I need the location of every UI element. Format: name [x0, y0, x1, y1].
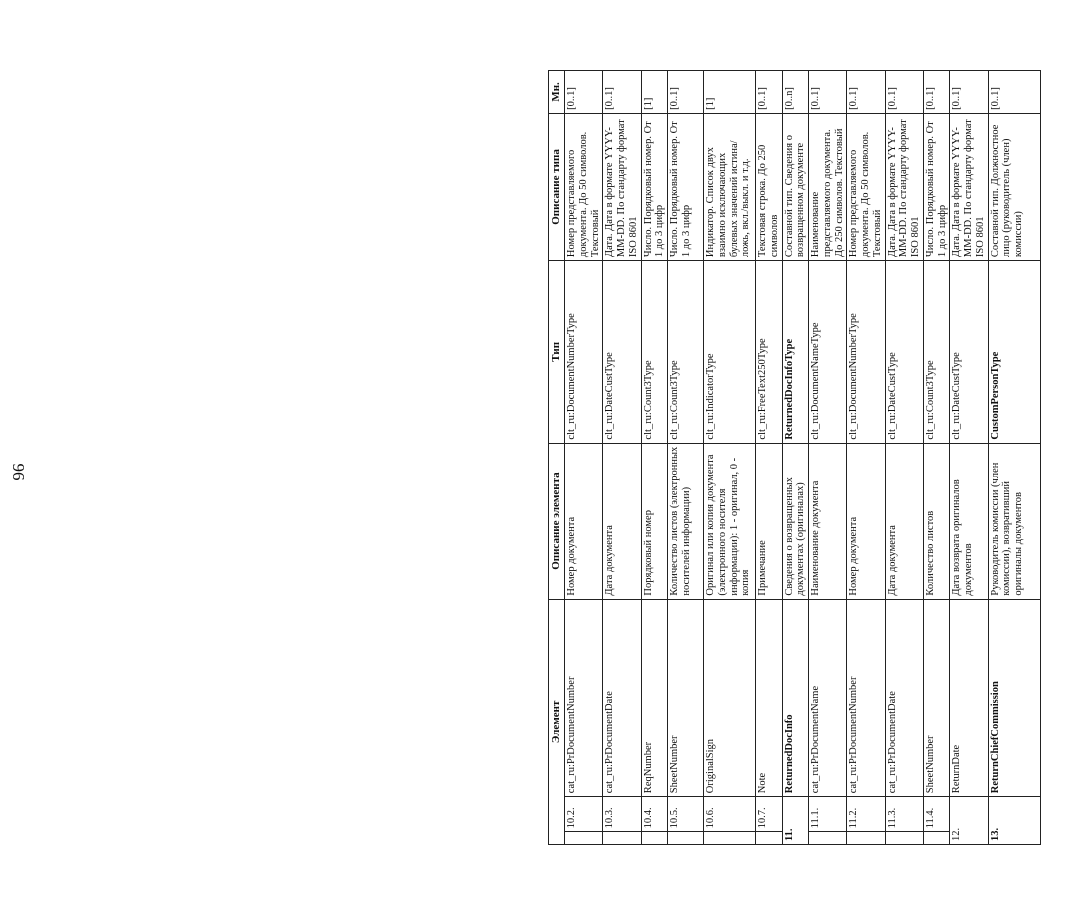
row-number: 10.6. [704, 797, 756, 832]
element-type: clt_ru:DateCustType [950, 261, 988, 443]
table-row [923, 71, 950, 845]
element-type: CustomPersonType [988, 261, 1040, 443]
type-description: Дата. Дата в формате YYYY-MM-DD. По стандарту формат ISO 8601 [950, 113, 988, 260]
row-number: 10.5. [668, 797, 704, 832]
indent-spacer [923, 832, 950, 845]
header-type-description: Описание типа [549, 113, 565, 260]
element-type: clt_ru:DateCustType [885, 261, 923, 443]
type-description: Составной тип. Сведения о возвращенном документе [782, 113, 809, 260]
element-name: ReqNumber [641, 599, 668, 797]
table-row [756, 71, 783, 845]
table-body [565, 71, 1041, 845]
element-description: Дата возврата оригиналов документов [950, 443, 988, 599]
element-name: SheetNumber [668, 599, 704, 797]
element-name: ReturnDate [950, 599, 988, 797]
element-description: Сведения о возвращенных документах (оригиналах) [782, 443, 809, 599]
table-row [782, 71, 809, 845]
element-description: Примечание [756, 443, 783, 599]
header-type: Тип [549, 261, 565, 443]
element-type: clt_ru:IndicatorType [704, 261, 756, 443]
element-name: cat_ru:PrDocumentDate [885, 599, 923, 797]
indent-spacer [668, 832, 704, 845]
row-number: 11. [782, 797, 809, 845]
header-multiplicity: Мн. [549, 71, 565, 114]
indent-spacer [603, 832, 641, 845]
element-name: cat_ru:PrDocumentNumber [565, 599, 603, 797]
table-row [885, 71, 923, 845]
rotated-table-container [548, 70, 1088, 845]
multiplicity: [0..1] [668, 71, 704, 114]
element-spec-table [548, 70, 1041, 845]
element-type: clt_ru:FreeText250Type [756, 261, 783, 443]
element-description: Руководитель комиссии (член комиссии), возвративший оригиналы документов [988, 443, 1040, 599]
element-type: clt_ru:Count3Type [668, 261, 704, 443]
type-description: Текстовая строка. До 250 символов [756, 113, 783, 260]
element-description: Количество листов (электронных носителей информации) [668, 443, 704, 599]
type-description: Число. Порядковый номер. От 1 до 3 цифр [923, 113, 950, 260]
row-number: 10.3. [603, 797, 641, 832]
row-number: 10.7. [756, 797, 783, 832]
element-name: Note [756, 599, 783, 797]
table-row [641, 71, 668, 845]
element-description: Дата документа [885, 443, 923, 599]
element-description: Номер документа [565, 443, 603, 599]
row-number: 10.2. [565, 797, 603, 832]
row-number: 13. [988, 797, 1040, 845]
multiplicity: [0..1] [809, 71, 847, 114]
indent-spacer [885, 832, 923, 845]
element-name: cat_ru:PrDocumentName [809, 599, 847, 797]
table-row [950, 71, 988, 845]
indent-spacer [847, 832, 885, 845]
element-description: Номер документа [847, 443, 885, 599]
indent-spacer [565, 832, 603, 845]
multiplicity: [0..1] [950, 71, 988, 114]
indent-spacer [809, 832, 847, 845]
element-description: Дата документа [603, 443, 641, 599]
row-number: 10.4. [641, 797, 668, 832]
multiplicity: [1] [641, 71, 668, 114]
element-name: ReturnChiefCommission [988, 599, 1040, 797]
element-name: SheetNumber [923, 599, 950, 797]
header-element: Элемент [549, 599, 565, 844]
multiplicity: [0..1] [988, 71, 1040, 114]
multiplicity: [0..1] [565, 71, 603, 114]
type-description: Дата. Дата в формате YYYY-MM-DD. По стандарту формат ISO 8601 [885, 113, 923, 260]
indent-spacer [704, 832, 756, 845]
element-description: Наименование документа [809, 443, 847, 599]
multiplicity: [0..n] [782, 71, 809, 114]
multiplicity: [0..1] [756, 71, 783, 114]
table-row [668, 71, 704, 845]
element-description: Порядковый номер [641, 443, 668, 599]
multiplicity: [0..1] [885, 71, 923, 114]
indent-spacer [641, 832, 668, 845]
multiplicity: [0..1] [923, 71, 950, 114]
multiplicity: [1] [704, 71, 756, 114]
element-type: clt_ru:DocumentNameType [809, 261, 847, 443]
table-row [704, 71, 756, 845]
page-number: 96 [9, 463, 28, 481]
type-description: Число. Порядковый номер. От 1 до 3 цифр [641, 113, 668, 260]
element-type: clt_ru:DocumentNumberType [565, 261, 603, 443]
element-name: ReturnedDocInfo [782, 599, 809, 797]
element-type: clt_ru:DateCustType [603, 261, 641, 443]
table-row [988, 71, 1040, 845]
table-row [847, 71, 885, 845]
element-description: Оригинал или копия документа (электронного носителя информации): 1 - оригинал, 0 - копия [704, 443, 756, 599]
multiplicity: [0..1] [847, 71, 885, 114]
type-description: Дата. Дата в формате YYYY-MM-DD. По стандарту формат ISO 8601 [603, 113, 641, 260]
header-description: Описание элемента [549, 443, 565, 599]
element-type: clt_ru:DocumentNumberType [847, 261, 885, 443]
table-row [565, 71, 603, 845]
row-number: 11.3. [885, 797, 923, 832]
row-number: 11.2. [847, 797, 885, 832]
row-number: 11.1. [809, 797, 847, 832]
element-type: ReturnedDocInfoType [782, 261, 809, 443]
type-description: Индикатор. Список двух взаимно исключающих булевых значений истина/ложь, вкл./выкл. и т.д. [704, 113, 756, 260]
element-type: clt_ru:Count3Type [641, 261, 668, 443]
row-number: 12. [950, 797, 988, 845]
table-row [603, 71, 641, 845]
multiplicity: [0..1] [603, 71, 641, 114]
table-header-row [549, 71, 565, 845]
element-name: OriginalSign [704, 599, 756, 797]
table-row [809, 71, 847, 845]
type-description: Номер представляемого документа. До 50 символов. Текстовый [847, 113, 885, 260]
element-type: clt_ru:Count3Type [923, 261, 950, 443]
element-name: cat_ru:PrDocumentNumber [847, 599, 885, 797]
type-description: Номер представляемого документа. До 50 символов. Текстовый [565, 113, 603, 260]
type-description: Наименование представляемого документа. До 250 символов. Текстовый [809, 113, 847, 260]
indent-spacer [756, 832, 783, 845]
element-description: Количество листов [923, 443, 950, 599]
type-description: Составной тип. Должностное лицо (руководитель (член) комиссии) [988, 113, 1040, 260]
type-description: Число. Порядковый номер. От 1 до 3 цифр [668, 113, 704, 260]
element-name: cat_ru:PrDocumentDate [603, 599, 641, 797]
row-number: 11.4. [923, 797, 950, 832]
